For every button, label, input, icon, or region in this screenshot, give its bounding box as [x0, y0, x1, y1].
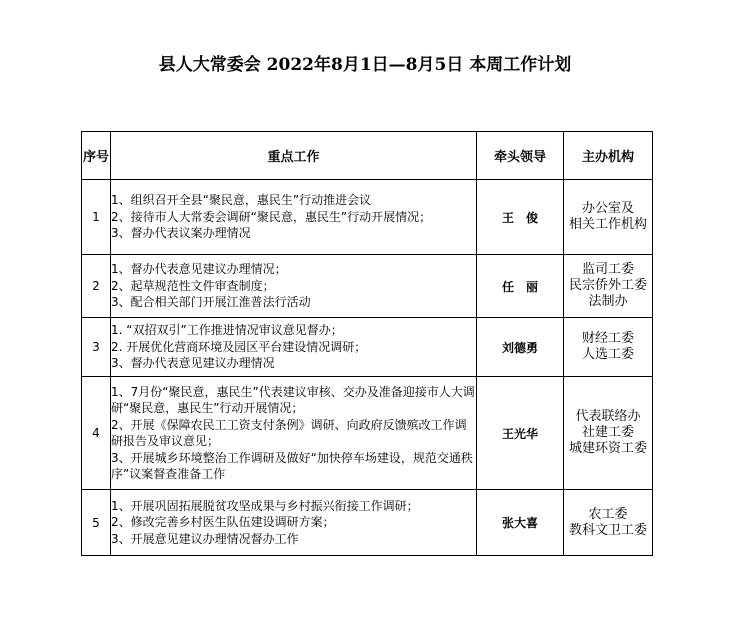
task-item: 2、修改完善乡村医生队伍建设调研方案；: [111, 515, 335, 530]
row-number: 3: [82, 318, 111, 377]
task-item: 3、配合相关部门开展江淮普法行活动: [111, 295, 311, 310]
lead-cell: 刘德勇: [477, 318, 564, 377]
task-item: 1. “双招双引”工作推进情况审议意见督办；: [111, 323, 343, 338]
task-item: 1、督办代表意见建议办理情况；: [111, 262, 287, 277]
org-item: 农工委: [588, 506, 628, 522]
task-item: 3、开展城乡环境整治工作调研及做好“加快停车场建设，规范交通秩序”议案督查准备工作: [111, 450, 473, 481]
lead-cell: 王 俊: [477, 180, 564, 255]
org-item: 教科文卫工委: [568, 522, 647, 538]
table-row: [82, 318, 653, 377]
task-item: 2、开展《保障农民工工资支付条例》调研、向政府反馈殡改工作调研报告及审议意见；: [111, 417, 467, 448]
table-row: [82, 180, 653, 255]
row-number: 4: [82, 377, 111, 490]
header-lead: 牵头领导: [477, 132, 564, 180]
table-row: [82, 255, 653, 318]
header-no: 序号: [82, 132, 111, 180]
org-cell: [564, 377, 653, 490]
task-item: 2. 开展优化营商环境及园区平台建设情况调研；: [111, 339, 367, 354]
org-item: 民宗侨外工委: [568, 278, 647, 293]
org-cell: [564, 255, 653, 318]
work-plan-table: [81, 131, 653, 556]
org-item: 城建环资工委: [568, 441, 647, 456]
org-item: 人选工委: [581, 347, 634, 362]
task-item: 2、起草规范性文件审查制度；: [111, 278, 275, 293]
header-org: 主办机构: [564, 132, 653, 180]
table-row: [82, 377, 653, 490]
org-item: 监司工委: [581, 262, 634, 277]
task-item: 1、7月份“聚民意，惠民生”代表建议审核、交办及准备迎接市人大调研“聚民意，惠民生”行动开展情况；: [111, 384, 475, 415]
task-item: 3、开展意见建议办理情况督办工作: [111, 531, 299, 546]
task-cell: [111, 490, 477, 556]
org-item: 社建工委: [581, 425, 634, 440]
task-cell: [111, 377, 477, 490]
lead-cell: 任 丽: [477, 255, 564, 318]
task-cell: [111, 255, 477, 318]
lead-cell: 张大喜: [477, 490, 564, 556]
page-title: 县人大常委会 2022年8月1日—8月5日 本周工作计划: [158, 55, 572, 75]
task-item: 3、督办代表意见建议办理情况: [111, 356, 275, 371]
row-number: 5: [82, 490, 111, 556]
row-number: 1: [82, 180, 111, 255]
row-number: 2: [82, 255, 111, 318]
task-cell: [111, 318, 477, 377]
org-item: 法制办: [588, 294, 628, 309]
header-task: 重点工作: [111, 132, 477, 180]
org-cell: [564, 180, 653, 255]
task-cell: [111, 180, 477, 255]
org-cell: [564, 490, 653, 556]
task-item: 2、接待市人大常委会调研“聚民意，惠民生”行动开展情况； 3、督办代表议案办理情况: [111, 209, 462, 241]
task-item: 1、开展巩固拓展脱贫攻坚成果与乡村振兴衔接工作调研；: [111, 498, 419, 513]
org-item: 办公室及: [581, 201, 634, 216]
org-item: 财经工委: [581, 331, 634, 346]
lead-cell: 王光华: [477, 377, 564, 490]
table-header-row: [82, 132, 653, 180]
org-cell: [564, 318, 653, 377]
task-item: 1、组织召开全县“聚民意，惠民生”行动推进会议: [111, 193, 372, 208]
org-item: 代表联络办: [575, 409, 641, 424]
table-row: [82, 490, 653, 556]
org-item: 相关工作机构: [568, 217, 647, 232]
